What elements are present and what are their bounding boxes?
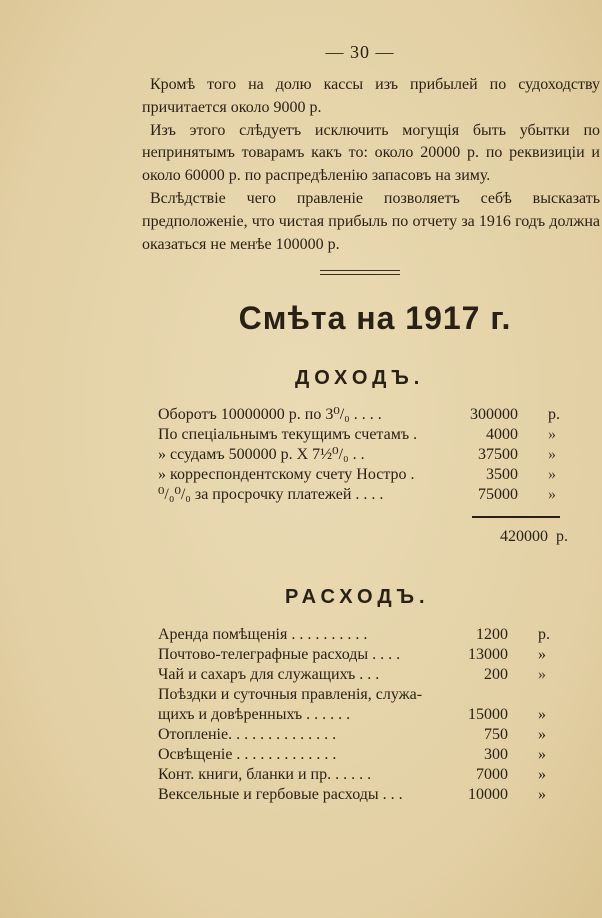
income-row-label: По спеціальнымъ текущимъ счетамъ .: [158, 426, 418, 443]
income-table: [158, 405, 578, 505]
expense-row-value: 7000: [476, 766, 508, 783]
expense-row-label: Чай и сахаръ для служащихъ . . .: [158, 666, 380, 683]
expense-row-label: Аренда помѣщенія . . . . . . . . . .: [158, 626, 368, 643]
income-row: [158, 425, 578, 445]
expense-row-unit: »: [538, 726, 546, 743]
income-row-value: 3500: [486, 466, 518, 483]
income-row-label: » ссудамъ 500000 р. X 7½⁰/₀ . .: [158, 446, 365, 463]
intro-paragraph-2: Изъ этого слѣдуетъ исключить могущія быть убытки по непринятымъ товарамъ какъ то: около 20000 р. по реквизиціи и около 60000 р. по распредѣленію запасовъ на зиму.: [142, 121, 600, 185]
income-row-value: 75000: [478, 486, 518, 503]
income-row-unit: »: [548, 486, 556, 503]
expense-row-label: Почтово-телеграфные расходы . . . .: [158, 646, 401, 663]
expense-row-value: 750: [484, 726, 508, 743]
expense-row-value: 13000: [468, 646, 508, 663]
expense-row-label: Вексельные и гербовые расходы . . .: [158, 786, 403, 803]
expense-row: [158, 765, 578, 785]
expense-row-unit: р.: [538, 626, 550, 643]
income-row-unit: »: [548, 466, 556, 483]
expense-table: [158, 625, 578, 805]
expense-row-unit: »: [538, 706, 546, 723]
income-row: [158, 445, 578, 465]
expense-row-label: Освѣщеніе . . . . . . . . . . . . .: [158, 746, 337, 763]
expense-row-unit: »: [538, 786, 546, 803]
expense-row-value: 200: [484, 666, 508, 683]
income-total-unit: р.: [556, 528, 568, 545]
expense-row: [158, 625, 578, 645]
intro-text: [142, 74, 600, 256]
expense-row-label: Конт. книги, бланки и пр. . . . . .: [158, 766, 372, 783]
expense-row-label: Отопленіе. . . . . . . . . . . . . .: [158, 726, 337, 743]
expense-row-value: 15000: [468, 706, 508, 723]
expense-row: [158, 725, 578, 745]
income-row: [158, 465, 578, 485]
expense-row-value: 10000: [468, 786, 508, 803]
income-row-value: 4000: [486, 426, 518, 443]
income-heading: ДОХОДЪ.: [295, 367, 425, 389]
expense-row: [158, 645, 578, 665]
income-total-value: 420000: [500, 528, 548, 545]
income-row-value: 300000: [470, 406, 518, 423]
estimate-title: Смѣта на 1917 г.: [238, 300, 512, 336]
expense-heading: РАСХОДЪ.: [285, 586, 430, 608]
income-row-unit: »: [548, 426, 556, 443]
expense-row-value: 300: [484, 746, 508, 763]
income-row-value: 37500: [478, 446, 518, 463]
section-divider: [320, 270, 400, 275]
income-row-unit: »: [548, 446, 556, 463]
expense-row-unit: »: [538, 746, 546, 763]
income-row-unit: р.: [548, 406, 560, 423]
expense-row: [158, 745, 578, 765]
expense-row: [158, 705, 578, 725]
expense-row-unit: »: [538, 646, 546, 663]
income-row-label: » корреспондентскому счету Ностро .: [158, 466, 415, 483]
income-row: [158, 405, 578, 425]
page-number: — 30 —: [325, 42, 395, 62]
expense-row: [158, 785, 578, 805]
intro-paragraph-1: Кромѣ того на долю кассы изъ прибылей по судоходству причитается около 9000 р.: [142, 76, 600, 116]
income-row-label: ⁰/₀⁰/₀ за просрочку платежей . . . .: [158, 486, 384, 503]
expense-row-label: щихъ и довѣренныхъ . . . . . .: [158, 706, 351, 723]
expense-row: [158, 665, 578, 685]
expense-row-value: 1200: [476, 626, 508, 643]
income-sum-line: [472, 516, 560, 518]
income-row-label: Оборотъ 10000000 р. по 3⁰/₀ . . . .: [158, 406, 382, 423]
expense-row-unit: »: [538, 666, 546, 683]
income-row: [158, 485, 578, 505]
expense-row: [158, 685, 578, 705]
expense-row-unit: »: [538, 766, 546, 783]
expense-row-label: Поѣздки и суточныя правленія, служа-: [158, 686, 423, 703]
intro-paragraph-3: Вслѣдствіе чего правленіе позволяетъ себѣ высказать предположеніе, что чистая прибыль по отчету за 1916 годъ должна оказаться не менѣе 100000 р.: [142, 189, 600, 253]
